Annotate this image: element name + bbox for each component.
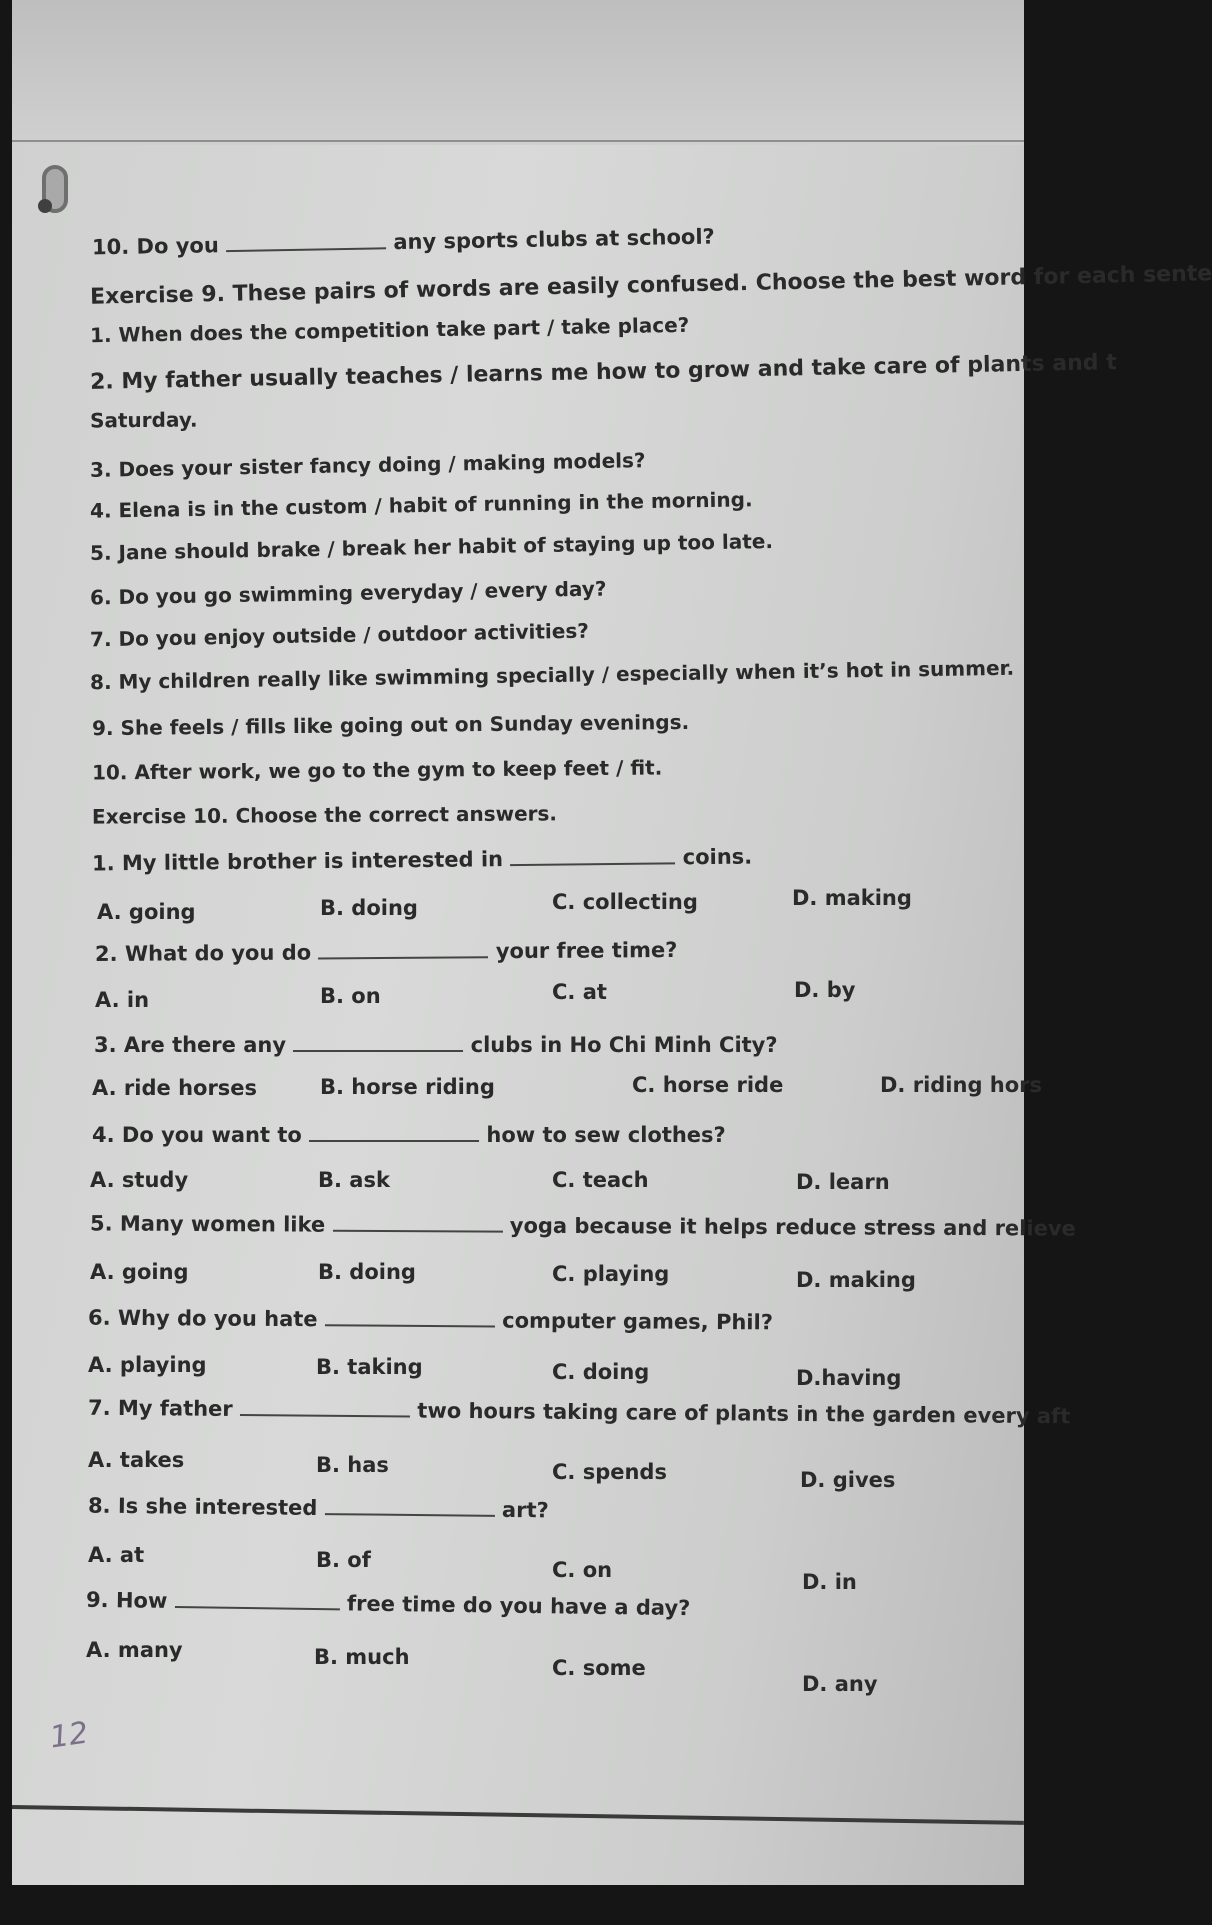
binder-clip-icon (42, 165, 68, 213)
ex10-q1-option-b[interactable]: B. doing (320, 896, 418, 920)
ex10-question-5: 5. Many women like yoga because it helps reduce stress and relieve (89, 1211, 1076, 1241)
answer-blank[interactable] (293, 1049, 463, 1052)
answer-blank[interactable] (325, 1512, 495, 1517)
ex10-q4-option-b[interactable]: B. ask (318, 1168, 390, 1192)
prev-question-10: 10. Do you any sports clubs at school? (91, 224, 715, 260)
ex10-q3-option-d[interactable]: D. riding hors (880, 1073, 1043, 1097)
ex10-q3-option-b[interactable]: B. horse riding (320, 1075, 495, 1099)
worksheet-page (12, 0, 1212, 1885)
ex10-q7-option-d[interactable]: D. gives (800, 1468, 896, 1492)
ex10-question-3: 3. Are there any clubs in Ho Chi Minh City? (94, 1033, 778, 1057)
ex10-q5-option-d[interactable]: D. making (796, 1268, 916, 1292)
ex10-q8-option-c[interactable]: C. on (552, 1558, 613, 1582)
ex10-q6-option-d[interactable]: D.having (796, 1366, 902, 1390)
ex10-question-7: 7. My father two hours taking care of plants in the garden every aft (87, 1395, 1071, 1429)
answer-blank[interactable] (226, 246, 386, 252)
answer-blank[interactable] (318, 955, 488, 959)
ex9-item-8: 8. My children really like swimming specially / especially when it’s hot in summer. (89, 655, 1015, 695)
ex10-question-1: 1. My little brother is interested in coins. (91, 844, 753, 876)
answer-blank[interactable] (510, 861, 675, 866)
ex10-q9-option-b[interactable]: B. much (314, 1645, 410, 1669)
ex9-item-5: 5. Jane should brake / break her habit of staying up too late. (89, 529, 774, 565)
answer-blank[interactable] (332, 1229, 502, 1233)
ex10-q8-option-b[interactable]: B. of (316, 1548, 371, 1572)
ex9-item-7: 7. Do you enjoy outside / outdoor activities? (89, 618, 590, 652)
answer-blank[interactable] (240, 1413, 410, 1417)
ex10-q9-option-c[interactable]: C. some (552, 1656, 646, 1680)
ex10-q7-option-a[interactable]: A. takes (88, 1448, 185, 1472)
answer-blank[interactable] (325, 1323, 495, 1327)
exercise-10-title: Exercise 10. Choose the correct answers. (91, 801, 558, 829)
ex10-question-9: 9. How free time do you have a day? (85, 1587, 691, 1621)
ex9-item-2: 2. My father usually teaches / learns me how to grow and take care of plants and t (89, 350, 1117, 395)
ex10-question-6: 6. Why do you hate computer games, Phil? (87, 1305, 774, 1335)
ex10-question-8: 8. Is she interested art? (87, 1493, 549, 1523)
top-divider (12, 140, 1024, 142)
ex9-item-9: 9. She feels / fills like going out on Sunday evenings. (91, 709, 690, 741)
ex9-item-2-cont: Saturday. (89, 407, 198, 433)
ex10-q2-option-c[interactable]: C. at (552, 980, 607, 1004)
ex10-q2-option-b[interactable]: B. on (320, 984, 381, 1008)
ex10-q1-option-a[interactable]: A. going (97, 900, 196, 924)
ex10-q4-option-a[interactable]: A. study (90, 1168, 189, 1192)
ex10-q1-option-c[interactable]: C. collecting (552, 890, 698, 914)
handwritten-page-number: 12 (47, 1715, 91, 1756)
ex10-q3-option-a[interactable]: A. ride horses (92, 1076, 258, 1100)
ex9-item-3: 3. Does your sister fancy doing / making models? (89, 448, 646, 482)
ex9-item-6: 6. Do you go swimming everyday / every day? (89, 576, 607, 610)
ex10-question-2: 2. What do you do your free time? (94, 937, 678, 967)
ex9-item-1: 1. When does the competition take part / take place? (89, 312, 690, 348)
ex10-q5-option-c[interactable]: C. playing (552, 1262, 670, 1286)
ex10-q5-option-b[interactable]: B. doing (318, 1260, 416, 1284)
ex10-q8-option-d[interactable]: D. in (802, 1570, 857, 1594)
ex10-q9-option-d[interactable]: D. any (802, 1672, 878, 1696)
ex10-q6-option-a[interactable]: A. playing (88, 1353, 207, 1377)
ex10-q8-option-a[interactable]: A. at (88, 1543, 145, 1567)
ex10-q2-option-a[interactable]: A. in (95, 988, 150, 1012)
ex10-q7-option-b[interactable]: B. has (316, 1453, 389, 1477)
answer-blank[interactable] (175, 1605, 340, 1610)
ex9-item-10: 10. After work, we go to the gym to keep feet / fit. (91, 755, 663, 785)
ex10-q9-option-a[interactable]: A. many (86, 1638, 183, 1662)
bottom-divider (12, 1805, 1024, 1825)
ex10-q3-option-c[interactable]: C. horse ride (632, 1073, 784, 1097)
ex10-q6-option-b[interactable]: B. taking (316, 1355, 423, 1379)
ex9-item-4: 4. Elena is in the custom / habit of running in the morning. (89, 487, 753, 523)
ex10-q7-option-c[interactable]: C. spends (552, 1460, 667, 1484)
answer-blank[interactable] (309, 1139, 479, 1142)
exercise-9-title: Exercise 9. These pairs of words are easily confused. Choose the best word for each sente (89, 261, 1212, 310)
ex10-q4-option-c[interactable]: C. teach (552, 1168, 649, 1192)
ex10-q1-option-d[interactable]: D. making (792, 886, 912, 910)
ex10-q5-option-a[interactable]: A. going (90, 1260, 189, 1284)
ex10-question-4: 4. Do you want to how to sew clothes? (92, 1123, 726, 1147)
ex10-q2-option-d[interactable]: D. by (794, 978, 856, 1002)
ex10-q4-option-d[interactable]: D. learn (796, 1170, 890, 1194)
ex10-q6-option-c[interactable]: C. doing (552, 1360, 650, 1384)
